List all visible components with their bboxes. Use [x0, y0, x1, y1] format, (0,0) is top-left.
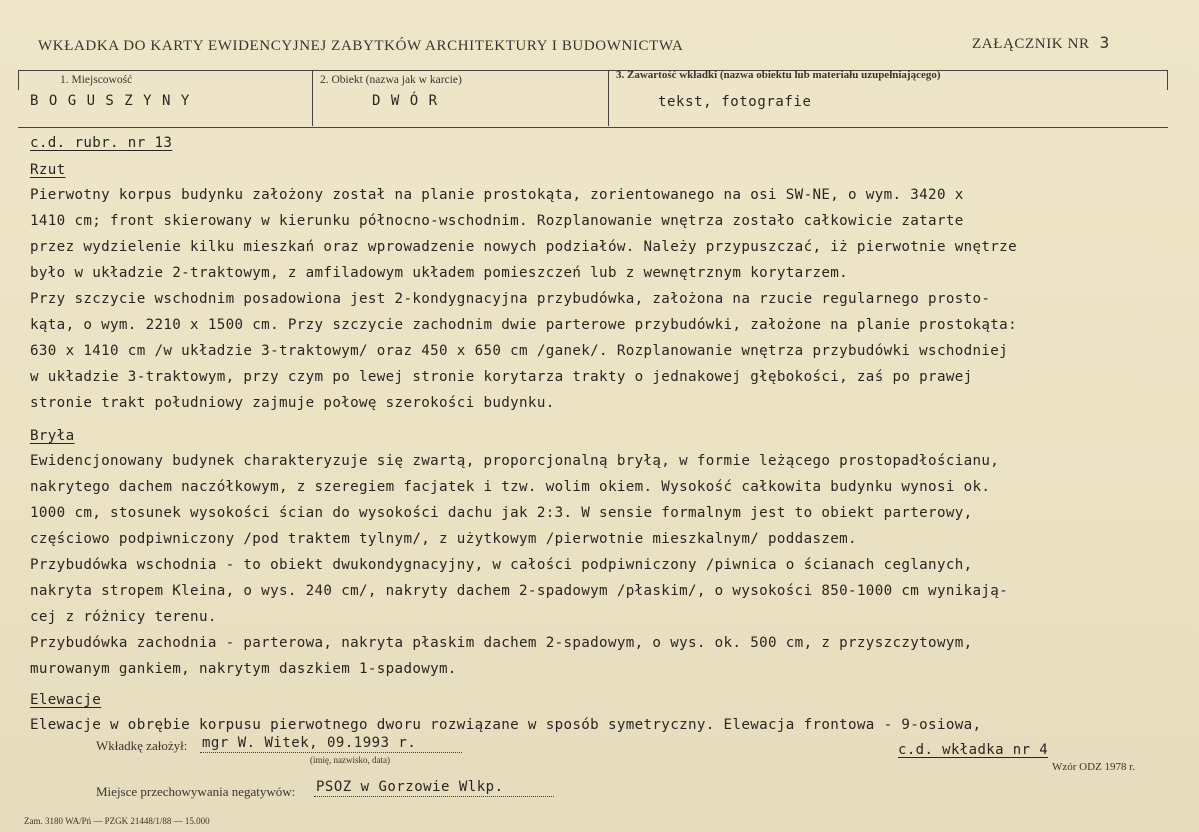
paragraph-line: 1410 cm; front skierowany w kierunku północno-wschodnim. Rozplanowanie wnętrza zostało całkowicie zatarte	[30, 213, 964, 229]
paragraph-line: Elewacje w obrębie korpusu pierwotnego dworu rozwiązane w sposób symetryczny. Elewacja frontowa - 9-osiowa,	[30, 717, 982, 733]
paragraph-line: Przybudówka wschodnia - to obiekt dwukondygnacyjny, w całości podpiwniczony /piwnica o ścianach ceglanych,	[30, 557, 973, 573]
form-code: Wzór ODZ 1978 r.	[1052, 761, 1136, 773]
paragraph-line: Ewidencjonowany budynek charakteryzuje się zwartą, proporcjonalną bryłą, w formie leżącego prostopadłościanu,	[30, 453, 1000, 469]
annex-label-text: ZAŁĄCZNIK NR	[972, 36, 1090, 52]
paragraph-line: częściowo podpiwniczony /pod traktem tylnym/, z użytkowym /pierwotnie mieszkalnym/ poddaszem.	[30, 531, 857, 547]
author-value: mgr W. Witek, 09.1993 r.	[202, 735, 417, 751]
author-label: Wkładkę założył:	[96, 738, 188, 753]
negatives-value: PSOZ w Gorzowie Wlkp.	[316, 779, 504, 795]
fields-box	[18, 70, 1168, 128]
locality-label: 1. Miejscowość	[60, 74, 133, 86]
contents-value: tekst, fotografie	[658, 94, 812, 110]
annex-label	[972, 33, 1110, 53]
author-hint: (imię, nazwisko, data)	[310, 755, 390, 765]
paragraph-line: w układzie 3-traktowym, przy czym po lewej stronie korytarza trakty o jednakowej głębokości, zaś po prawej	[30, 369, 973, 385]
paragraph-line: stronie trakt południowy zajmuje połowę szerokości budynku.	[30, 395, 555, 411]
continuation-note: c.d. wkładka nr 4	[898, 742, 1049, 758]
negatives-dotted-line	[314, 796, 554, 797]
contents-label: 3. Zawartość wkładki (nazwa obiektu lub materiału uzupełniającego)	[616, 69, 941, 81]
field-divider	[1167, 70, 1168, 90]
paragraph-line: nakrytego dachem naczółkowym, z szeregiem facjatek i tzw. wolim okiem. Wysokość całkowita budynku wynosi ok.	[30, 479, 991, 495]
paragraph-line: nakryta stropem Kleina, o wys. 240 cm/, nakryty dachem 2-spadowym /płaskim/, o wysokości 850-1000 cm wynikają-	[30, 583, 1009, 599]
field-divider	[608, 70, 609, 126]
continuation-heading: c.d. rubr. nr 13	[30, 135, 173, 151]
negatives-label: Miejsce przechowywania negatywów:	[96, 784, 296, 799]
field-divider	[312, 70, 313, 126]
locality-value: B O G U S Z Y N Y	[30, 93, 191, 109]
paragraph-line: murowanym gankiem, nakrytym daszkiem 1-spadowym.	[30, 661, 457, 677]
paragraph-line: 630 x 1410 cm /w układzie 3-traktowym/ oraz 450 x 650 cm /ganek/. Rozplanowanie wnętrza przybudówki wschodniej	[30, 343, 1009, 359]
section-heading-rzut: Rzut	[30, 162, 66, 178]
paragraph-line: 1000 cm, stosunek wysokości ścian do wysokości dachu jak 2:3. W sensie formalnym jest to obiekt parterowy,	[30, 505, 973, 521]
section-heading-bryla: Bryła	[30, 428, 75, 444]
field-divider	[18, 70, 19, 90]
paragraph-line: przez wydzielenie kilku mieszkań oraz wprowadzenie nowych podziałów. Należy przypuszczać, iż pierwotnie wnętrze	[30, 239, 1017, 255]
object-label: 2. Obiekt (nazwa jak w karcie)	[320, 74, 462, 86]
author-dotted-line	[200, 752, 462, 753]
paragraph-line: Przy szczycie wschodnim posadowiona jest 2-kondygnacyjna przybudówka, założona na rzucie regularnego prosto-	[30, 291, 991, 307]
paragraph-line: było w układzie 2-traktowym, z amfiladowym układem pomieszczeń lub z wewnętrznym korytarzem.	[30, 265, 849, 281]
paragraph-line: cej z różnicy terenu.	[30, 609, 217, 625]
annex-number: 3	[1099, 33, 1110, 52]
object-value: D W Ó R	[372, 93, 439, 109]
paragraph-line: kąta, o wym. 2210 x 1500 cm. Przy szczycie zachodnim dwie parterowe przybudówki, założone na planie prostokąta:	[30, 317, 1017, 333]
paragraph-line: Przybudówka zachodnia - parterowa, nakryta płaskim dachem 2-spadowym, o wys. ok. 500 cm, z przyszczytowym,	[30, 635, 973, 651]
print-info: Zam. 3180 WA/Pń — PZGK 21448/1/88 — 15.000	[24, 816, 210, 826]
section-heading-elewacje: Elewacje	[30, 692, 102, 708]
form-title: WKŁADKA DO KARTY EWIDENCYJNEJ ZABYTKÓW ARCHITEKTURY I BUDOWNICTWA	[38, 38, 684, 54]
paragraph-line: Pierwotny korpus budynku założony został na planie prostokąta, zorientowanego na osi SW-NE, o wym. 3420 x	[30, 187, 964, 203]
